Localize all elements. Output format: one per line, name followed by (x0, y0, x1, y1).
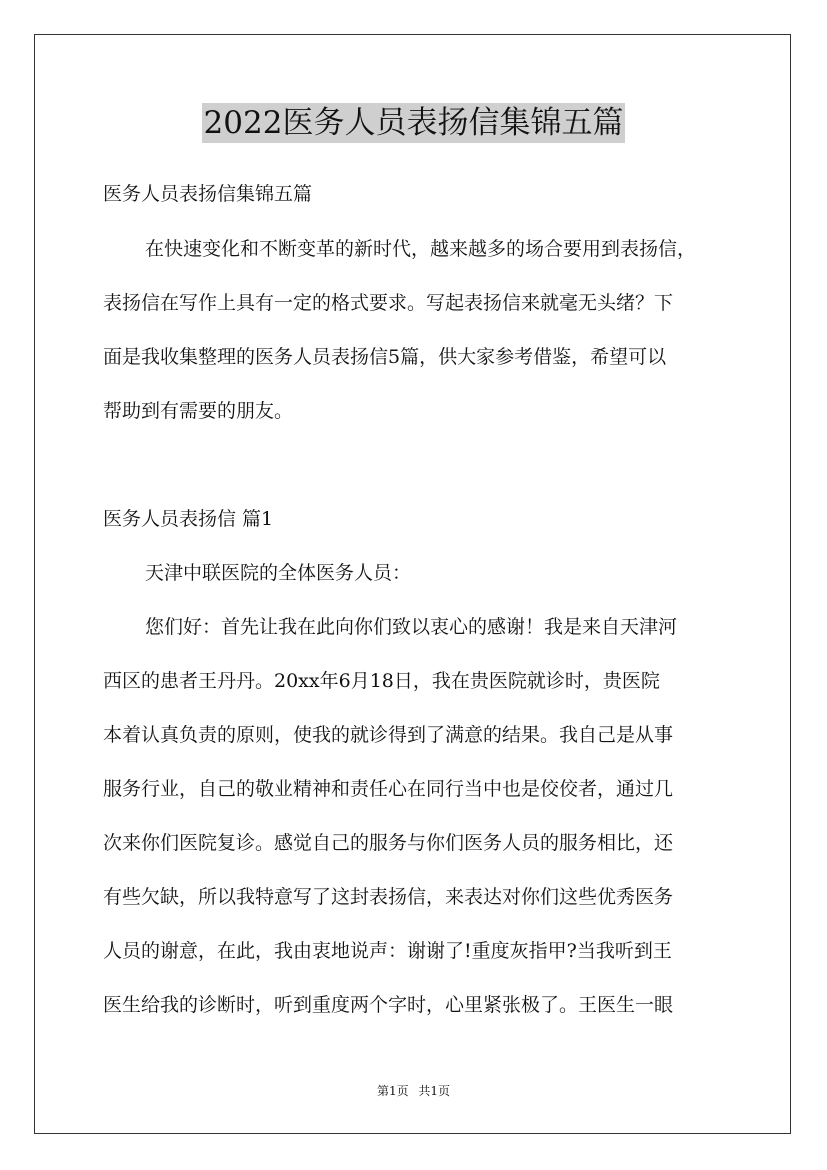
body-line-5: 次来你们医院复诊。感觉自己的服务与你们医务人员的服务相比，还 (103, 832, 674, 854)
body-line-6: 有些欠缺，所以我特意写了这封表扬信，来表达对你们这些优秀医务 (103, 886, 674, 908)
document-heading: 医务人员表扬信集锦五篇 (103, 183, 313, 205)
body-line-7: 人员的谢意，在此，我由衷地说声：谢谢了!重度灰指甲?当我听到王 (103, 940, 672, 962)
body-line-3: 本着认真负责的原则，使我的就诊得到了满意的结果。我自己是从事 (103, 724, 674, 746)
body-line-2: 西区的患者王丹丹。20xx年6月18日，我在贵医院就诊时，贵医院 (103, 670, 660, 692)
page-total: 共1页 (418, 1084, 451, 1098)
page-footer (0, 1083, 827, 1099)
page-number: 第1页 (376, 1084, 409, 1098)
document-title: 2022医务人员表扬信集锦五篇 (203, 105, 624, 141)
body-line-4: 服务行业，自己的敬业精神和责任心在同行当中也是佼佼者，通过几 (103, 778, 674, 800)
intro-line-3: 面是我收集整理的医务人员表扬信5篇，供大家参考借鉴，希望可以 (103, 346, 667, 368)
section-heading: 医务人员表扬信 篇1 (103, 508, 274, 530)
intro-line-4: 帮助到有需要的朋友。 (103, 400, 294, 422)
intro-line-1: 在快速变化和不断变革的新时代，越来越多的场合要用到表扬信， (145, 238, 697, 260)
body-line-1: 您们好：首先让我在此向你们致以衷心的感谢！我是来自天津河 (145, 616, 678, 638)
intro-line-2: 表扬信在写作上具有一定的格式要求。写起表扬信来就毫无头绪？下 (103, 292, 674, 314)
salutation: 天津中联医院的全体医务人员： (145, 562, 412, 584)
body-line-8: 医生给我的诊断时，听到重度两个字时，心里紧张极了。王医生一眼 (103, 994, 674, 1016)
